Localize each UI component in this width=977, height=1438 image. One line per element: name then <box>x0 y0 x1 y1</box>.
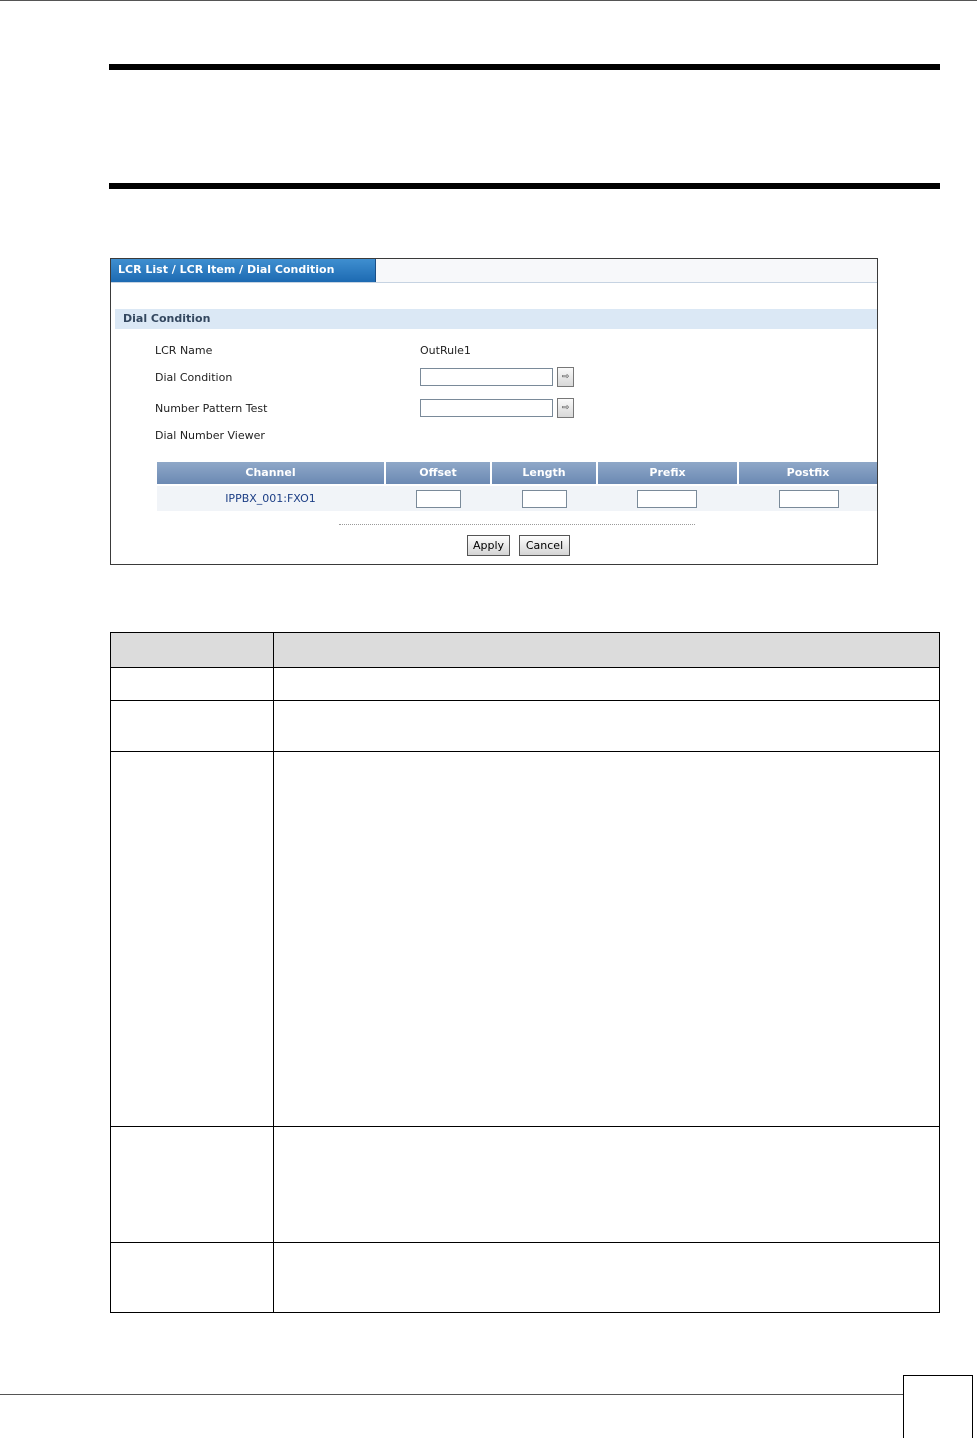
tab-strip <box>111 259 877 283</box>
column-header-offset: Offset <box>386 462 492 484</box>
column-header-length: Length <box>492 462 598 484</box>
table-column-divider <box>273 633 274 1312</box>
button-separator <box>339 524 695 525</box>
offset-input[interactable] <box>416 490 461 508</box>
column-header-prefix: Prefix <box>598 462 739 484</box>
table-row <box>111 1126 939 1242</box>
table-row <box>111 1242 939 1312</box>
number-pattern-test-go-button[interactable] <box>557 398 574 418</box>
cancel-button[interactable]: Cancel <box>519 535 570 556</box>
table-row <box>111 667 939 700</box>
chapter-heading-rule-bottom <box>109 183 940 189</box>
chapter-heading-rule-top <box>109 64 940 70</box>
dial-condition-input[interactable] <box>420 368 553 386</box>
dial-condition-screen <box>110 258 878 565</box>
dial-number-viewer-label: Dial Number Viewer <box>155 429 265 442</box>
footer-rule <box>0 1394 903 1395</box>
lcr-name-value: OutRule1 <box>420 344 471 357</box>
length-input[interactable] <box>522 490 567 508</box>
table-row <box>111 700 939 751</box>
number-pattern-test-input[interactable] <box>420 399 553 417</box>
arrow-right-icon: ⇨ <box>561 403 570 413</box>
section-title: Dial Condition <box>115 309 877 329</box>
dial-condition-label: Dial Condition <box>155 371 233 384</box>
number-pattern-test-label: Number Pattern Test <box>155 402 268 415</box>
postfix-input[interactable] <box>779 490 839 508</box>
page-top-rule <box>0 0 977 1</box>
channel-cell: IPPBX_001:FXO1 <box>225 492 316 505</box>
dial-condition-go-button[interactable] <box>557 367 574 387</box>
prefix-input[interactable] <box>637 490 697 508</box>
field-description-table <box>110 632 940 1313</box>
table-row <box>111 751 939 1126</box>
page-number-box <box>903 1375 973 1438</box>
apply-button[interactable]: Apply <box>467 535 510 556</box>
arrow-right-icon: ⇨ <box>561 372 570 382</box>
table-header-row <box>111 633 939 667</box>
lcr-name-label: LCR Name <box>155 344 213 357</box>
column-header-postfix: Postfix <box>739 462 877 484</box>
column-header-channel: Channel <box>157 462 386 484</box>
tab-dial-condition[interactable]: LCR List / LCR Item / Dial Condition <box>111 259 376 282</box>
